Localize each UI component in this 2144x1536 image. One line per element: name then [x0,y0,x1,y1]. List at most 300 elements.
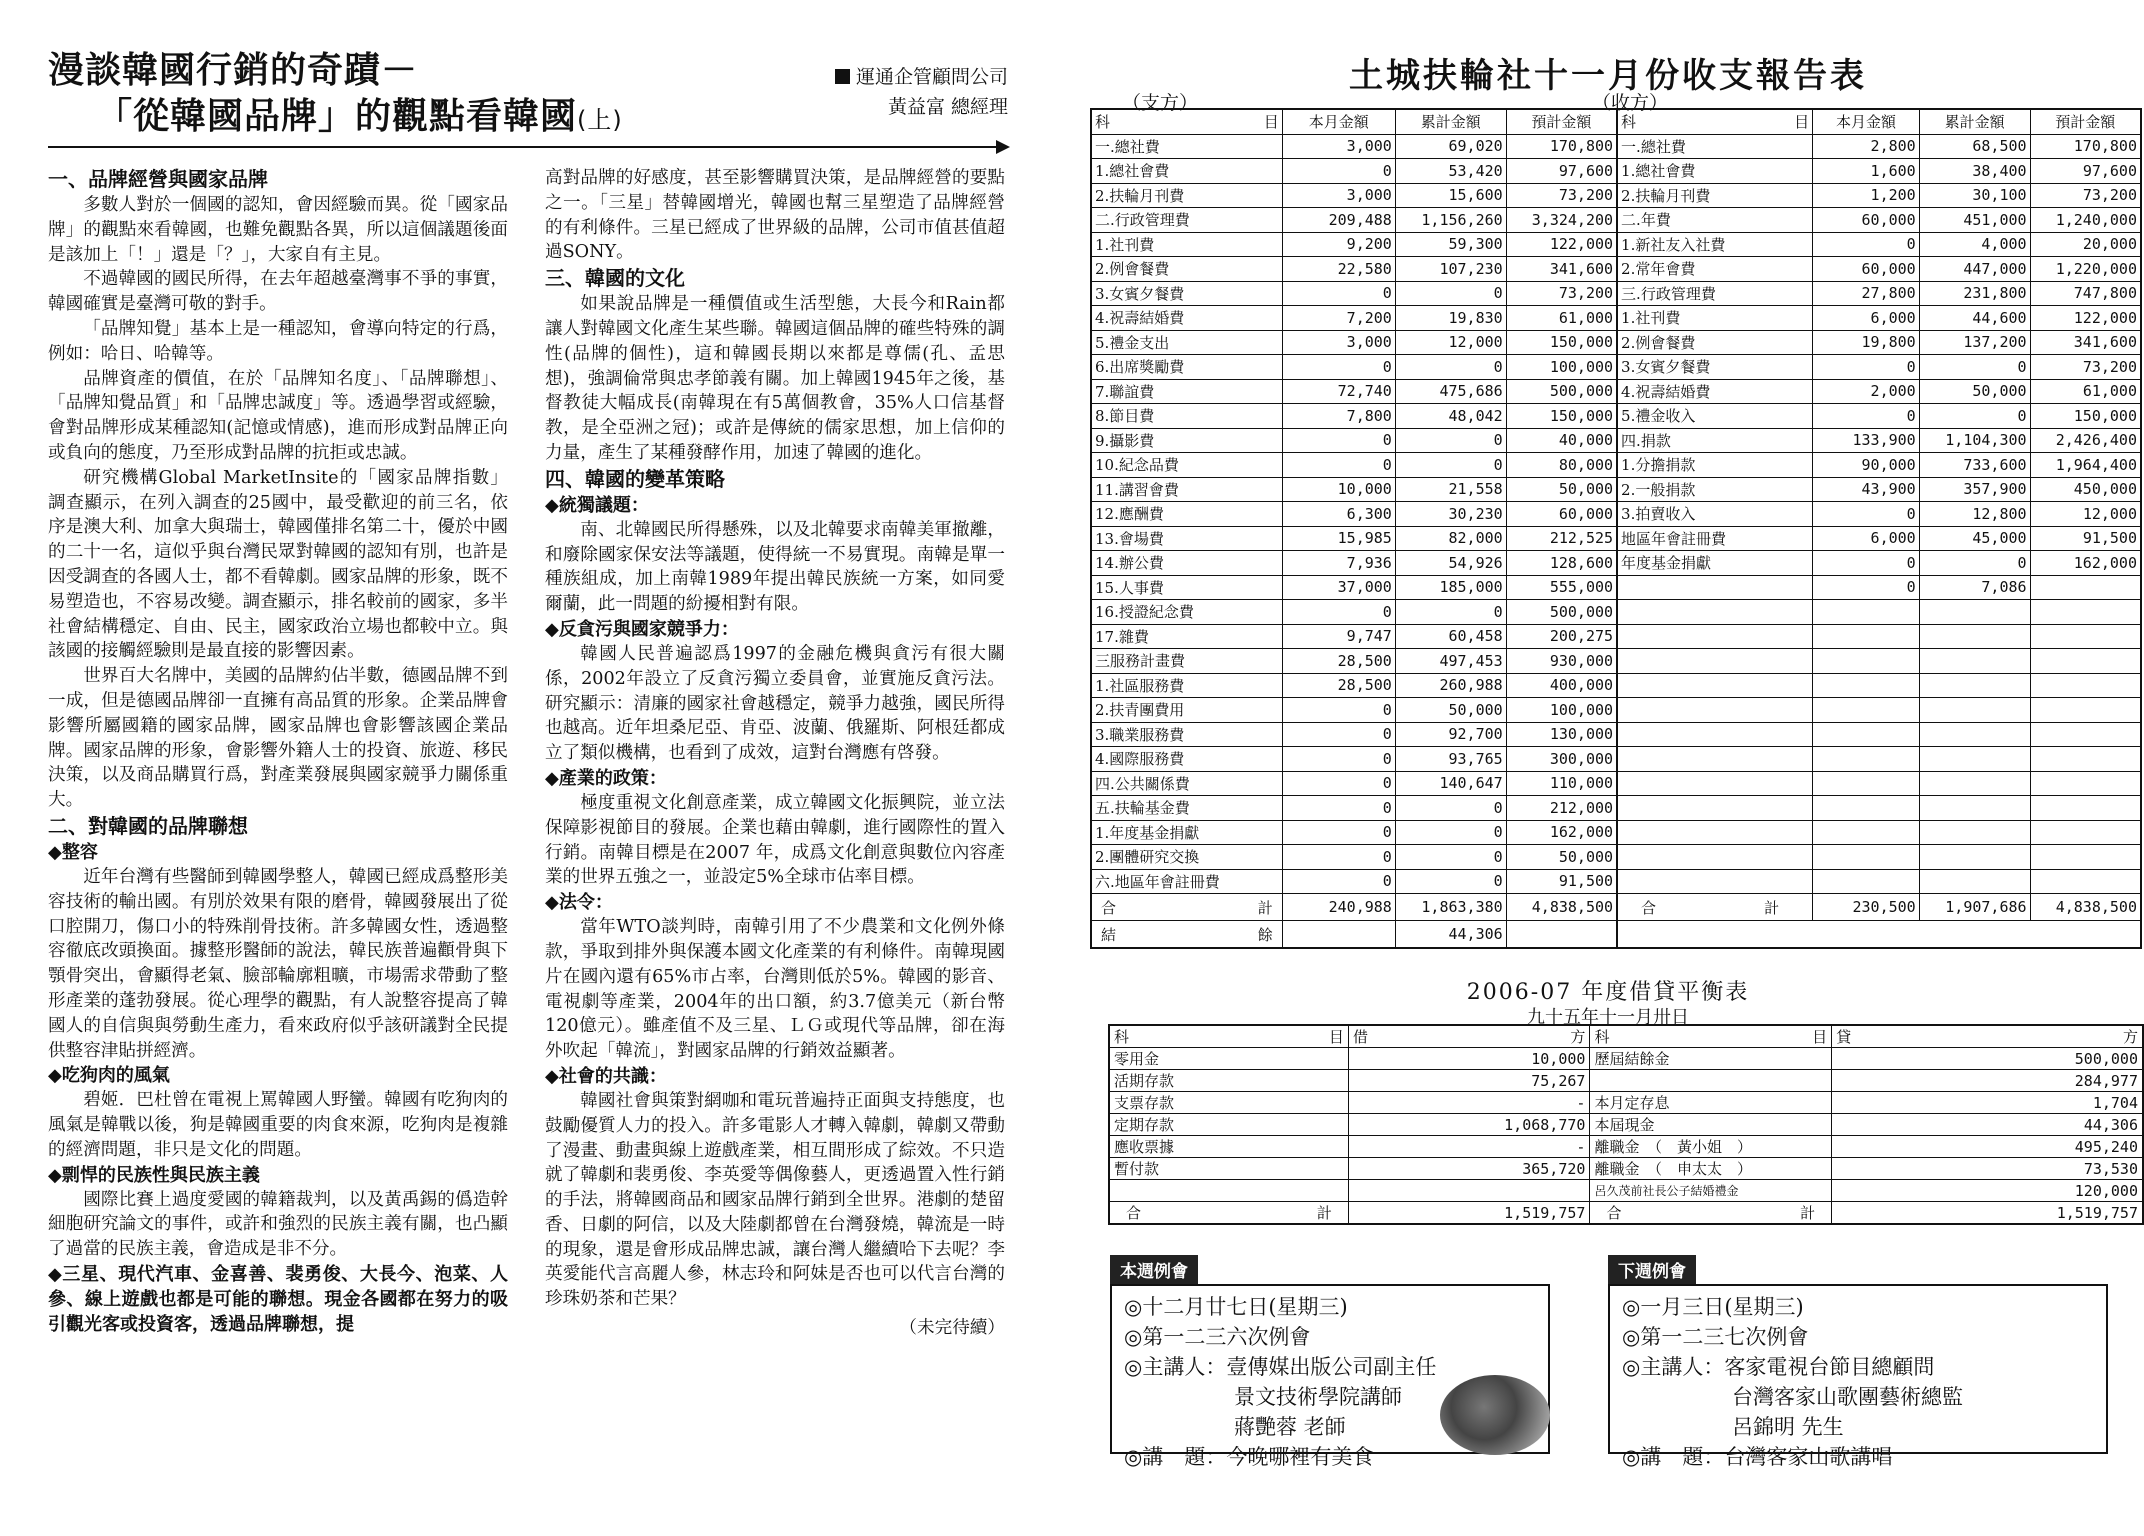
income-item: 5.禮金收入 [1617,404,1813,429]
income-amount: 1,104,300 [1919,428,2030,453]
income-label: （收方） [1592,92,1669,114]
expense-amount: 300,000 [1506,747,1617,772]
expense-amount: 54,926 [1395,551,1506,576]
finance-row [1091,698,2141,723]
finance-row [1091,379,2141,404]
income-item: 二.年費 [1617,208,1813,233]
paragraph: 近年台灣有些醫師到韓國學整人，韓國已經成爲整形美容技術的輸出國。有別於效果有限的磨骨，韓國發展出了從口腔開刀，傷口小的特殊削骨技術。許多韓國女性，透過整容徹底改頭換面。據整形醫師的說法，韓民族普遍顴骨與下顎骨突出，會顯得老氣、臉部輪廓粗曠，市場需求帶動了整形產業的蓬勃發展。從心理學的觀點，有人說整容提高了韓國人的自信與與勞動生產力，看來政府似乎該研議對全民提供整容津貼拼經濟。 [48,866,508,1061]
credit-item [1590,1070,1832,1092]
expense-amount: 80,000 [1506,453,1617,478]
byline [835,62,1008,122]
expense-amount: 28,500 [1282,673,1395,698]
income-item: 地區年會註冊費 [1617,526,1813,551]
expense-amount: 19,830 [1395,306,1506,331]
paragraph: 研究機構Global MarketInsite的「國家品牌指數」調查顯示，在列入調查的25國中，最受歡迎的前三名，依序是澳大利、加拿大與瑞士，韓國僅排名第二十，優於中國的二十一名，這似乎與台灣民眾對韓國的認知有別，也許是因受調查的各國人士，都不看韓劇。國家品牌的形象，既不易塑造也，不容易改變。調查顯示，排名較前的國家，多半社會結構穩定、自由、民主，國家政治立場也都較中立。與該國的接觸經驗則是最直接的影響因素。 [48,467,508,662]
income-amount: 50,000 [1919,379,2030,404]
expense-amount: 0 [1282,747,1395,772]
expense-amount: 40,000 [1506,428,1617,453]
credit-amount: 1,704 [1832,1092,2143,1114]
income-amount: 38,400 [1919,159,2030,184]
income-item: 2.一般捐款 [1617,477,1813,502]
total-expense-cumulative: 1,863,380 [1395,894,1506,921]
income-amount [2030,771,2141,796]
expense-amount: 162,000 [1506,820,1617,845]
expense-amount: 0 [1395,355,1506,380]
expense-item: 15.人事費 [1091,575,1282,600]
income-amount: 12,000 [2030,502,2141,527]
subsection-heading: ◆整容 [48,841,98,863]
expense-amount: 3,000 [1282,134,1395,159]
income-amount: 0 [1813,575,1920,600]
finance-row [1091,747,2141,772]
expense-amount: 7,800 [1282,404,1395,429]
section-heading: 四、韓國的變革策略 [545,466,725,491]
debit-item: 支票存款 [1109,1092,1348,1114]
expense-amount: 60,000 [1506,502,1617,527]
paragraph: 南、北韓國民所得懸殊，以及北韓要求南韓美軍撤離，和廢除國家保安法等議題，使得統一不易實現。南韓是單一種族組成，加上南韓1989年提出韓民族統一方案，如同愛爾蘭，此一問題的紛擾相對有限。 [545,519,1005,615]
next-week-meeting [1608,1255,2108,1469]
expense-item: 1.社區服務費 [1091,673,1282,698]
expense-amount: 3,000 [1282,183,1395,208]
credit-amount: 500,000 [1832,1048,2143,1070]
expense-amount: 0 [1282,428,1395,453]
expense-item: 11.講習會費 [1091,477,1282,502]
income-item: 3.拍賣收入 [1617,502,1813,527]
paragraph: 韓國人民普遍認爲1997的金融危機與貪污有很大關係，2002年設立了反貪污獨立委員會，並實施反貪污法。研究顯示：清廉的國家社會越穩定，競爭力越強，國民所得也越高。近年坦桑尼亞、肯亞、波蘭、俄羅斯、阿根廷都成立了類似機構，也看到了成效，這對台灣應有啓發。 [545,643,1005,764]
debit-item: 應收票據 [1109,1136,1348,1158]
expense-amount: 0 [1395,600,1506,625]
this-week-tag: 本週例會 [1110,1255,1198,1284]
income-amount: 450,000 [2030,477,2141,502]
income-amount: 0 [1919,551,2030,576]
finance-row [1091,257,2141,282]
income-item [1617,698,1813,723]
income-item: 1.總社會費 [1617,159,1813,184]
finance-row [1091,673,2141,698]
finance-row [1091,796,2141,821]
income-amount: 68,500 [1919,134,2030,159]
expense-amount: 21,558 [1395,477,1506,502]
total-income-budget: 4,838,500 [2030,894,2141,921]
expense-amount: 9,200 [1282,232,1395,257]
income-amount [1919,722,2030,747]
income-amount: 1,240,000 [2030,208,2141,233]
income-amount [2030,869,2141,894]
income-amount [1813,747,1920,772]
expense-item: 8.節目費 [1091,404,1282,429]
income-amount: 357,900 [1919,477,2030,502]
income-amount [2030,722,2141,747]
expense-amount: 73,200 [1506,183,1617,208]
finance-row [1091,159,2141,184]
balance-sheet-date: 九十五年十一月卅日 [1527,1007,1689,1028]
article-title-suffix: (上) [577,106,623,134]
income-item: 3.女賓夕餐費 [1617,355,1813,380]
debit-amount: 1,068,770 [1348,1114,1590,1136]
income-item: 2.扶輪月刊費 [1617,183,1813,208]
expense-amount: 0 [1395,820,1506,845]
expense-item: 5.禮金支出 [1091,330,1282,355]
balance-row [1109,1048,2143,1070]
income-amount: 1,220,000 [2030,257,2141,282]
finance-row [1091,477,2141,502]
this-week-meeting [1110,1255,1550,1469]
income-amount: 90,000 [1813,453,1920,478]
article-column-1 [48,166,508,1337]
balance-total-row: 合 計 1,519,757 合 計 1,519,757 [1109,1202,2143,1225]
expense-amount: 73,200 [1506,281,1617,306]
expense-amount: 69,020 [1395,134,1506,159]
paragraph: 品牌資產的價值，在於「品牌知名度」、「品牌聯想」、「品牌知覺品質」和「品牌忠誠度」等。透過學習或經驗，會對品牌形成某種認知(記憶或情感)，進而形成對品牌正向或負向的態度，乃至形成對品牌的抗拒或忠誠。 [48,368,508,463]
debit-amount: - [1348,1136,1590,1158]
expense-amount: 12,000 [1395,330,1506,355]
income-amount: 122,000 [2030,306,2141,331]
income-amount: 1,600 [1813,159,1920,184]
finance-row [1091,526,2141,551]
paragraph: 「品牌知覺」基本上是一種認知，會導向特定的行爲，例如：哈日、哈韓等。 [48,318,508,364]
income-amount: 170,800 [2030,134,2141,159]
credit-amount: 44,306 [1832,1114,2143,1136]
income-item [1617,649,1813,674]
to-be-continued: （未完待續） [899,1318,1005,1339]
expense-item: 三服務計畫費 [1091,649,1282,674]
finance-row [1091,624,2141,649]
expense-amount: 200,275 [1506,624,1617,649]
income-item: 2.例會餐費 [1617,330,1813,355]
expense-item: 1.總社會費 [1091,159,1282,184]
expense-amount: 15,600 [1395,183,1506,208]
expense-item: 4.國際服務費 [1091,747,1282,772]
finance-row [1091,453,2141,478]
expense-amount: 150,000 [1506,404,1617,429]
credit-amount: 284,977 [1832,1070,2143,1092]
finance-row [1091,134,2141,159]
expense-amount: 48,042 [1395,404,1506,429]
expense-amount: 110,000 [1506,771,1617,796]
expense-amount: 22,580 [1282,257,1395,282]
expense-item: 1.社刊費 [1091,232,1282,257]
income-amount: 19,800 [1813,330,1920,355]
next-week-box: ◎一月三日(星期三) ◎第一二三七次例會 ◎主講人：客家電視台節目總顧問 台灣客家山歌團藝術總監 呂錦明 先生 ◎講 題：台灣客家山歌講唱 [1608,1284,2108,1454]
finance-row [1091,281,2141,306]
expense-amount: 0 [1282,453,1395,478]
expense-amount: 0 [1395,281,1506,306]
finance-row [1091,404,2141,429]
expense-amount: 10,000 [1282,477,1395,502]
expense-amount: 3,324,200 [1506,208,1617,233]
balance-row [1109,1070,2143,1092]
income-amount [1919,771,2030,796]
income-amount [1813,698,1920,723]
credit-item: 本月定存息 [1590,1092,1832,1114]
income-amount [1919,747,2030,772]
expense-amount: 9,747 [1282,624,1395,649]
income-amount: 20,000 [2030,232,2141,257]
income-amount [1813,796,1920,821]
income-amount: 97,600 [2030,159,2141,184]
expense-item: 1.年度基金捐獻 [1091,820,1282,845]
paragraph: 當年WTO談判時，南韓引用了不少農業和文化例外條款，爭取到排外與保護本國文化產業的有利條件。南韓現國片在國內還有65%市占率，台灣則低於5%。韓國的影音、電視劇等產業，2004年的出口額，約3.7億美元（新台幣120億元）。雖產值不及三星、ＬＧ或現代等品牌，卻在海外吹起「韓流」，對國家品牌的行銷效益顯著。 [545,917,1005,1062]
paragraph: 高對品牌的好感度，甚至影響購買決策，是品牌經營的要點之一。「三星」替韓國增光，韓國也幫三星塑造了品牌經營的有利條件。三星已經成了世界級的品牌，公司市值甚值超過SONY。 [545,168,1005,263]
expense-amount: 50,000 [1395,698,1506,723]
expense-amount: 140,647 [1395,771,1506,796]
balance-row [1109,1114,2143,1136]
income-amount: 133,900 [1813,428,1920,453]
finance-row [1091,330,2141,355]
expense-item: 2.扶青團費用 [1091,698,1282,723]
income-amount [1919,698,2030,723]
finance-row [1091,208,2141,233]
finance-row [1091,722,2141,747]
expense-amount: 212,525 [1506,526,1617,551]
paragraph: 世界百大名牌中，美國的品牌約佔半數，德國品牌不到一成，但是德國品牌卻一直擁有高品質的形象。企業品牌會影響所屬國籍的國家品牌，國家品牌也會影響該國企業品牌。國家品牌的形象，會影響外籍人士的投資、旅遊、移民決策，以及商品購買行爲，對產業發展與國家競爭力關係重大。 [48,666,508,811]
expense-amount: 92,700 [1395,722,1506,747]
income-amount: 0 [1919,355,2030,380]
expense-amount: 107,230 [1395,257,1506,282]
balance-row [1109,1136,2143,1158]
income-amount: 1,964,400 [2030,453,2141,478]
expense-amount: 100,000 [1506,355,1617,380]
section-heading: 一、品牌經營與國家品牌 [48,167,268,191]
expense-amount: 122,000 [1506,232,1617,257]
expense-item: 3.職業服務費 [1091,722,1282,747]
income-amount: 6,000 [1813,306,1920,331]
expense-item: 12.應酬費 [1091,502,1282,527]
expense-amount: 497,453 [1395,649,1506,674]
expense-item: 二.行政管理費 [1091,208,1282,233]
expense-amount: 82,000 [1395,526,1506,551]
finance-row [1091,600,2141,625]
income-item [1617,673,1813,698]
expense-amount: 7,936 [1282,551,1395,576]
income-amount [2030,820,2141,845]
income-amount [2030,600,2141,625]
income-amount [2030,747,2141,772]
subsection-heading: ◆剽悍的民族性與民族主義 [48,1164,260,1186]
income-amount [1813,649,1920,674]
finance-row [1091,869,2141,894]
income-item: 三.行政管理費 [1617,281,1813,306]
expense-item: 13.會場費 [1091,526,1282,551]
total-expense-budget: 4,838,500 [1506,894,1617,921]
subject-header: 科 目 [1091,109,1282,134]
subsection-heading: ◆三星、現代汽車、金喜善、裴勇俊、大長今、泡菜、人參、線上遊戲也都是可能的聯想。現金各國都在努力的吸引觀光客或投資客，透過品牌聯想，提 [48,1264,508,1336]
income-amount [2030,845,2141,870]
expense-amount: 0 [1282,159,1395,184]
income-amount [1813,722,1920,747]
income-amount: 73,200 [2030,355,2141,380]
expense-amount: 91,500 [1506,869,1617,894]
income-item: 2.常年會費 [1617,257,1813,282]
expense-amount: 185,000 [1395,575,1506,600]
report-page [1072,0,2144,1536]
expense-amount: 100,000 [1506,698,1617,723]
expense-label: （支方） [1122,92,1199,114]
expense-amount: 500,000 [1506,379,1617,404]
budget-header: 預計金額 [1506,109,1617,134]
finance-report-title: 土城扶輪社十一月份收支報告表 [1349,56,1867,96]
expense-amount: 93,765 [1395,747,1506,772]
cumulative-header: 累計金額 [1919,109,2030,134]
debit-amount [1348,1180,1590,1202]
income-amount [1813,845,1920,870]
income-amount [2030,575,2141,600]
expense-amount: 1,156,260 [1395,208,1506,233]
paragraph: 極度重視文化創意產業，成立韓國文化振興院，並立法保障影視節目的發展。企業也藉由韓劇，進行國際性的置入行銷。南韓目標是在2007 年，成爲文化創意與數位內容產業的世界五強之一，並設定5%全球市佔率目標。 [545,792,1005,888]
income-item [1617,600,1813,625]
expense-amount: 0 [1395,428,1506,453]
debit-item: 零用金 [1109,1048,1348,1070]
expense-amount: 0 [1282,722,1395,747]
income-amount: 73,200 [2030,183,2141,208]
income-amount [1813,600,1920,625]
paragraph: 不過韓國的國民所得，在去年超越臺灣事不爭的事實，韓國確實是臺灣可敬的對手。 [48,269,508,315]
balance-row [1109,1180,2143,1202]
paragraph: 如果說品牌是一種價值或生活型態，大長今和Rain都讓人對韓國文化產生某些聯。韓國這個品牌的確些特殊的調性(品牌的個性)，這和韓國長期以來都是尊儒(孔、孟思想)，強調倫常與忠孝節義有關。加上韓國1945年之後，基督教徒大幅成長(南韓現在有5萬個教會，35%人口信基督教，是全亞洲之冠)；或許是傳統的儒家思想，加上信仰的力量，產生了某種發酵作用，加速了韓國的進化。 [545,294,1005,463]
article-column-2 [545,166,1005,1341]
this-week-box: ◎十二月廿七日(星期三) ◎第一二三六次例會 ◎主講人：壹傳媒出版公司副主任 景文技術學院講師 蔣艷蓉 老師 ◎講 題：今晚哪裡有美食 [1110,1284,1550,1454]
income-amount [1813,771,1920,796]
expense-amount: 50,000 [1506,845,1617,870]
title-rule [48,146,1003,148]
expense-amount: 500,000 [1506,600,1617,625]
finance-row [1091,428,2141,453]
expense-amount: 0 [1395,796,1506,821]
income-amount [2030,673,2141,698]
subsection-heading: ◆法令： [545,892,613,914]
finance-table [1090,108,2142,949]
month-header: 本月金額 [1813,109,1920,134]
author-name: 黃益富 總經理 [887,96,1008,118]
subsection-heading: ◆吃狗肉的風氣 [48,1065,170,1087]
debit-amount: - [1348,1092,1590,1114]
income-amount [2030,649,2141,674]
income-amount [1919,649,2030,674]
expense-amount: 0 [1282,281,1395,306]
income-item [1617,820,1813,845]
income-amount: 43,900 [1813,477,1920,502]
expense-amount: 0 [1282,698,1395,723]
finance-row [1091,649,2141,674]
income-item: 4.祝壽結婚費 [1617,379,1813,404]
expense-amount: 37,000 [1282,575,1395,600]
debit-item: 定期存款 [1109,1114,1348,1136]
income-amount: 0 [1813,502,1920,527]
balance-sheet-title: 2006-07 年度借貸平衡表 [1466,980,1750,1005]
income-amount: 2,000 [1813,379,1920,404]
income-amount: 0 [1813,404,1920,429]
income-amount: 7,086 [1919,575,2030,600]
expense-amount: 212,000 [1506,796,1617,821]
income-amount: 2,426,400 [2030,428,2141,453]
income-amount [1813,820,1920,845]
expense-item: 16.授證紀念費 [1091,600,1282,625]
debit-amount: 365,720 [1348,1158,1590,1180]
expense-amount: 50,000 [1506,477,1617,502]
company-name: 運通企管顧問公司 [855,66,1008,88]
income-amount [2030,698,2141,723]
expense-amount: 170,800 [1506,134,1617,159]
expense-item: 五.扶輪基金費 [1091,796,1282,821]
income-amount: 733,600 [1919,453,2030,478]
cumulative-header: 累計金額 [1395,109,1506,134]
expense-amount: 0 [1282,820,1395,845]
credit-item: 本屆現金 [1590,1114,1832,1136]
expense-item: 9.攝影費 [1091,428,1282,453]
food-dish-image [1440,1375,1550,1455]
finance-header-row [1091,109,2141,134]
income-amount [1813,673,1920,698]
next-week-tag: 下週例會 [1608,1255,1696,1284]
finance-row [1091,306,2141,331]
income-item [1617,845,1813,870]
article-title-line2: 「從韓國品牌」的觀點看韓國(上) [96,96,623,137]
square-bullet-icon [835,69,850,84]
income-amount: 30,100 [1919,183,2030,208]
debit-item: 暫付款 [1109,1158,1348,1180]
income-item: 1.社刊費 [1617,306,1813,331]
finance-balance-row: 結 餘 44,306 [1091,921,2141,949]
expense-amount: 0 [1282,771,1395,796]
income-amount: 150,000 [2030,404,2141,429]
expense-amount: 0 [1282,845,1395,870]
income-amount: 0 [1919,404,2030,429]
paragraph: 韓國社會與策對網咖和電玩普遍持正面與支持態度，也鼓勵優質人力的投入。許多電影人才轉入韓劇，韓劇又帶動了漫畫、動畫與線上遊戲產業，相互間形成了綜效。不只造就了韓劇和裴勇俊、李英愛等偶像藝人，更透過置入性行銷的手法，將韓國商品和國家品牌行銷到全世界。港劇的楚留香、日劇的阿信，以及大陸劇都曾在台灣發燒，韓流是一時的現象，還是會形成品牌忠誠，讓台灣人繼續哈下去呢？李英愛能代言高麗人參，林志玲和阿妹是否也可以代言台灣的珍珠奶茶和芒果？ [545,1090,1005,1310]
expense-amount: 28,500 [1282,649,1395,674]
income-amount [1919,796,2030,821]
income-amount: 45,000 [1919,526,2030,551]
expense-item: 四.公共關係費 [1091,771,1282,796]
expense-item: 2.例會餐費 [1091,257,1282,282]
expense-item: 2.扶輪月刊費 [1091,183,1282,208]
income-item [1617,722,1813,747]
income-amount: 27,800 [1813,281,1920,306]
income-amount: 61,000 [2030,379,2141,404]
balance-row [1109,1158,2143,1180]
article-title [48,48,623,143]
expense-amount: 0 [1282,600,1395,625]
credit-item: 呂久茂前社長公子結婚禮金 [1590,1180,1832,1202]
total-income-cumulative: 1,907,686 [1919,894,2030,921]
income-item: 1.分擔捐款 [1617,453,1813,478]
income-amount: 137,200 [1919,330,2030,355]
balance-row [1109,1092,2143,1114]
expense-amount: 128,600 [1506,551,1617,576]
expense-amount: 30,230 [1395,502,1506,527]
section-heading: 三、韓國的文化 [545,266,685,291]
expense-amount: 260,988 [1395,673,1506,698]
debit-item [1109,1180,1348,1202]
income-amount: 447,000 [1919,257,2030,282]
credit-amount: 120,000 [1832,1180,2143,1202]
article-title-line1: 漫談韓國行銷的奇蹟－ [48,50,419,91]
finance-row [1091,232,2141,257]
income-item: 年度基金捐獻 [1617,551,1813,576]
income-item: 1.新社友入社費 [1617,232,1813,257]
expense-item: 六.地區年會註冊費 [1091,869,1282,894]
finance-row [1091,355,2141,380]
finance-row [1091,820,2141,845]
income-amount: 12,800 [1919,502,2030,527]
subsection-heading: ◆反貪污與國家競爭力： [545,618,739,640]
arrow-right-icon [996,140,1010,154]
finance-row [1091,575,2141,600]
income-item: 一.總社費 [1617,134,1813,159]
income-amount [2030,796,2141,821]
expense-amount: 930,000 [1506,649,1617,674]
income-amount: 0 [1813,551,1920,576]
total-income-month: 230,500 [1813,894,1920,921]
